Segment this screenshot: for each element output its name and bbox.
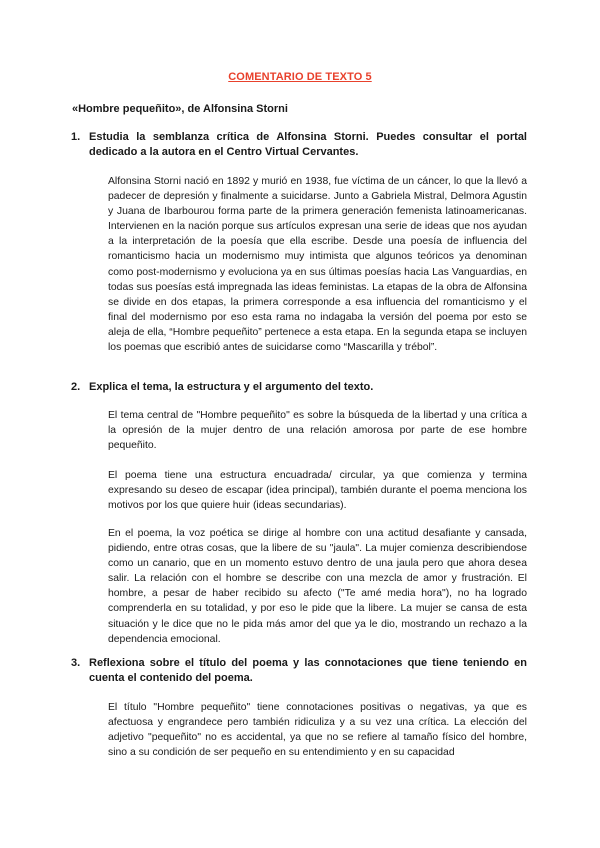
document-title: COMENTARIO DE TEXTO 5 (228, 71, 372, 83)
question-text: Reflexiona sobre el título del poema y las connotaciones que tiene teniendo en cuenta el contenido del poema. (89, 657, 527, 684)
answer-paragraph: El poema tiene una estructura encuadrada/ circular, ya que comienza y termina expresando su deseo de escapar (idea principal), también durante el poema menciona los motivos por los que quiere huir (ideas secundarias). (108, 470, 527, 512)
question-number: 3. (71, 657, 81, 669)
question-text: Estudia la semblanza crítica de Alfonsina Storni. Puedes consultar el portal dedicado a la autora en el Centro Virtual Cervantes. (89, 131, 527, 158)
answer-paragraph: El tema central de "Hombre pequeñito" es sobre la búsqueda de la libertad y una crítica a la opresión de la mujer dentro de una relación amorosa por parte de ese hombre pequeñito. (108, 410, 527, 452)
answer-paragraph: El título "Hombre pequeñito" tiene connotaciones positivas o negativas, ya que es afectuosa y engrandece pero también ridiculiza y a su vez una crítica. La elección del adjetivo "pequeñito" no es accidental, ya que no se refiere al tamaño físico del hombre, sino a su condición de ser pequeño en su entendimiento y en su capacidad (108, 702, 527, 759)
question-number: 2. (71, 381, 81, 393)
question-number: 1. (71, 131, 81, 143)
question-text: Explica el tema, la estructura y el argumento del texto. (89, 381, 374, 393)
question-1 (71, 130, 527, 160)
question-2 (71, 380, 527, 395)
answer-paragraph: En el poema, la voz poética se dirige al hombre con una actitud desafiante y cansada, pidiendo, entre otras cosas, que la libere de su "jaula". La mujer comienza describiendose como un canario, que en un momento estuvo dentro de una jaula pero que ahora desea salir. La relación con el hombre se describe con una mezcla de amor y frustración. El hombre, a pesar de haber recibido su afecto ("Te amé media hora"), no ha logrado comprenderla en su totalidad, y por eso le pide que la libere. La mujer se cansa de esta situación y le dice que no le pida más amor del que ya le dio, mostrando un rechazo a la dependencia emocional. (108, 528, 527, 645)
question-3 (71, 656, 527, 686)
document-subtitle: «Hombre pequeñito», de Alfonsina Storni (72, 103, 288, 115)
answer-paragraph: Alfonsina Storni nació en 1892 y murió en 1938, fue víctima de un cáncer, lo que la llevó a padecer de depresión y finalmente a suicidarse. Junto a Gabriela Mistral, Delmora Agustin y Juana de Ibarbourou forma parte de la primera generación femenista latinoamericanas. Intervienen en la nación porque sus artículos expresan una serie de ideas que nos ayudan a la interpretación de la poesía que ella escribe. Desde una poesía de influencia del romanticismo hacia un modernismo muy intimista que algunos teóricos ya denominan como post-modernismo y evoluciona ya en sus últimas poesías hacia Las Vanguardias, en todas sus poesías está impregnada las ideas feministas. La etapas de la obra de Alfonsina se divide en dos etapas, la primera corresponde a esa influencia del romanticismo y el final del modernismo por eso esta rama no indagaba la versión del poema por esto se aleja de ella, “Hombre pequeñito” pertenece a esta etapa. En la segunda etapa se incluyen los poemas que escribió antes de suicidarse como “Mascarilla y trébol”. (108, 176, 527, 354)
